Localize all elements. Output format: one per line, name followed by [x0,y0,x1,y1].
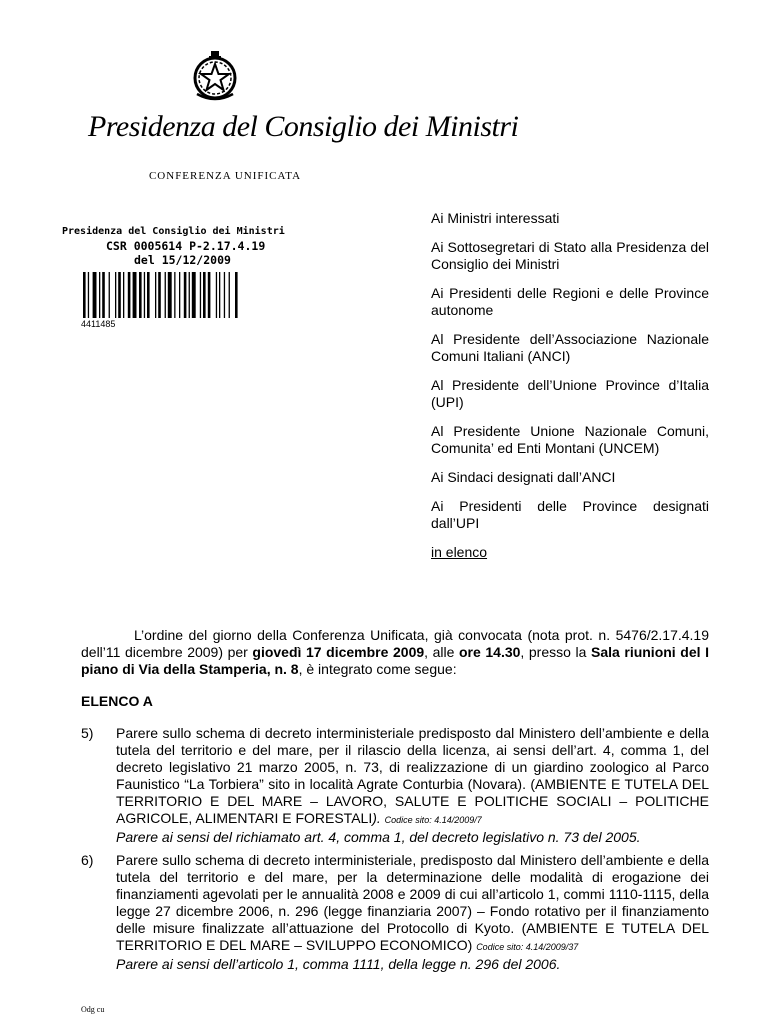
intro-text: , alle [424,644,459,660]
stamp-line-1: Presidenza del Consiglio dei Ministri [62,226,285,237]
conference-name: CONFERENZA UNIFICATA [148,170,302,182]
agenda-item-tail: ). [372,810,385,826]
agenda-item-note: Parere ai sensi dell’articolo 1, comma 1111, della legge n. 296 del 2006. [116,956,561,972]
agenda-item-text: Parere sullo schema di decreto interministeriale predisposto dal Ministero dell’ambiente e della tutela del territorio e del mare, per il rilascio della licenza, ai sensi dell’art. 4, comma 1, del decreto legislativo 21 marzo 2005, n. 73, di realizzazione di un giardino zoologico al Parco Faunistico “La Torbiera” sito in località Agrate Conturbia (Novara). (AMBIENTE E TUTELA DEL TERRITORIO E DEL MARE – LAVORO, SALUTE E POLITICHE SOCIALI – POLITICHE AGRICOLE, ALIMENTARI E FORESTALI [116,725,709,826]
recipients-list [431,210,709,573]
protocol-stamp [62,226,322,267]
agenda-item-code: Codice sito: 4.14/2009/37 [476,942,579,952]
stamp-line-3: del 15/12/2009 [134,253,231,267]
office-title: Presidenza del Consiglio dei Ministri [88,110,519,143]
recipient-item: Al Presidente dell’Associazione Nazionale Comuni Italiani (ANCI) [431,331,709,364]
intro-text: , è integrato come segue: [298,661,457,677]
intro-time: ore 14.30 [459,644,521,660]
intro-paragraph [81,627,709,678]
agenda-item [81,852,709,973]
agenda-item-text: Parere sullo schema di decreto interministeriale, predisposto dal Ministero dell’ambiente e della tutela del territorio e del mare, per la determinazione delle modalità di erogazione dei finanziamenti agevolati per le annualità 2008 e 2009 di cui all’articolo 1, commi 1110-1115, della legge 27 dicembre 2006, n. 296 (legge finanziaria 2007) – Fondo rotativo per il finanziamento delle misure finalizzate all’attuazione del Protocollo di Kyoto. (AMBIENTE E TUTELA DEL TERRITORIO E DEL MARE – SVILUPPO ECONOMICO) [116,852,709,953]
recipient-item: Ai Presidenti delle Regioni e delle Province autonome [431,285,709,318]
intro-date: giovedì 17 dicembre 2009 [252,644,425,660]
agenda-item-note: Parere ai sensi del richiamato art. 4, comma 1, del decreto legislativo n. 73 del 2005. [116,829,641,845]
recipient-item: Ai Ministri interessati [431,210,560,226]
intro-text: , presso la [520,644,591,660]
agenda-item-number: 6) [81,852,94,868]
intro-text: L’ordine del giorno della Conferenza Unificata, già convocata (nota prot. n. 5476/2.17.4.19 dell’11 dicembre 2009) per [81,627,709,660]
recipient-item-in-elenco: in elenco [431,544,488,560]
section-title: ELENCO A [81,693,153,709]
recipient-item: Ai Presidenti delle Province designati dall’UPI [431,498,709,531]
agenda-item-code: Codice sito: 4.14/2009/7 [384,815,482,825]
stamp-line-2: CSR 0005614 P-2.17.4.19 [106,239,266,253]
recipient-item: Al Presidente Unione Nazionale Comuni, Comunita’ ed Enti Montani (UNCEM) [431,423,709,456]
barcode-number: 4411485 [81,319,116,329]
intro-location: Sala riunioni del I piano di Via della Stamperia, n. 8 [81,644,709,677]
italian-republic-emblem-icon [187,48,243,104]
footer-code: Odg cu [81,1005,105,1014]
recipient-item: Ai Sindaci designati dall’ANCI [431,469,616,485]
recipient-item: Al Presidente dell’Unione Province d’Italia (UPI) [431,377,709,410]
agenda-item [81,725,709,846]
recipient-item: Ai Sottosegretari di Stato alla Presidenza del Consiglio dei Ministri [431,239,709,272]
barcode-icon [83,272,283,318]
agenda-item-number: 5) [81,725,94,741]
